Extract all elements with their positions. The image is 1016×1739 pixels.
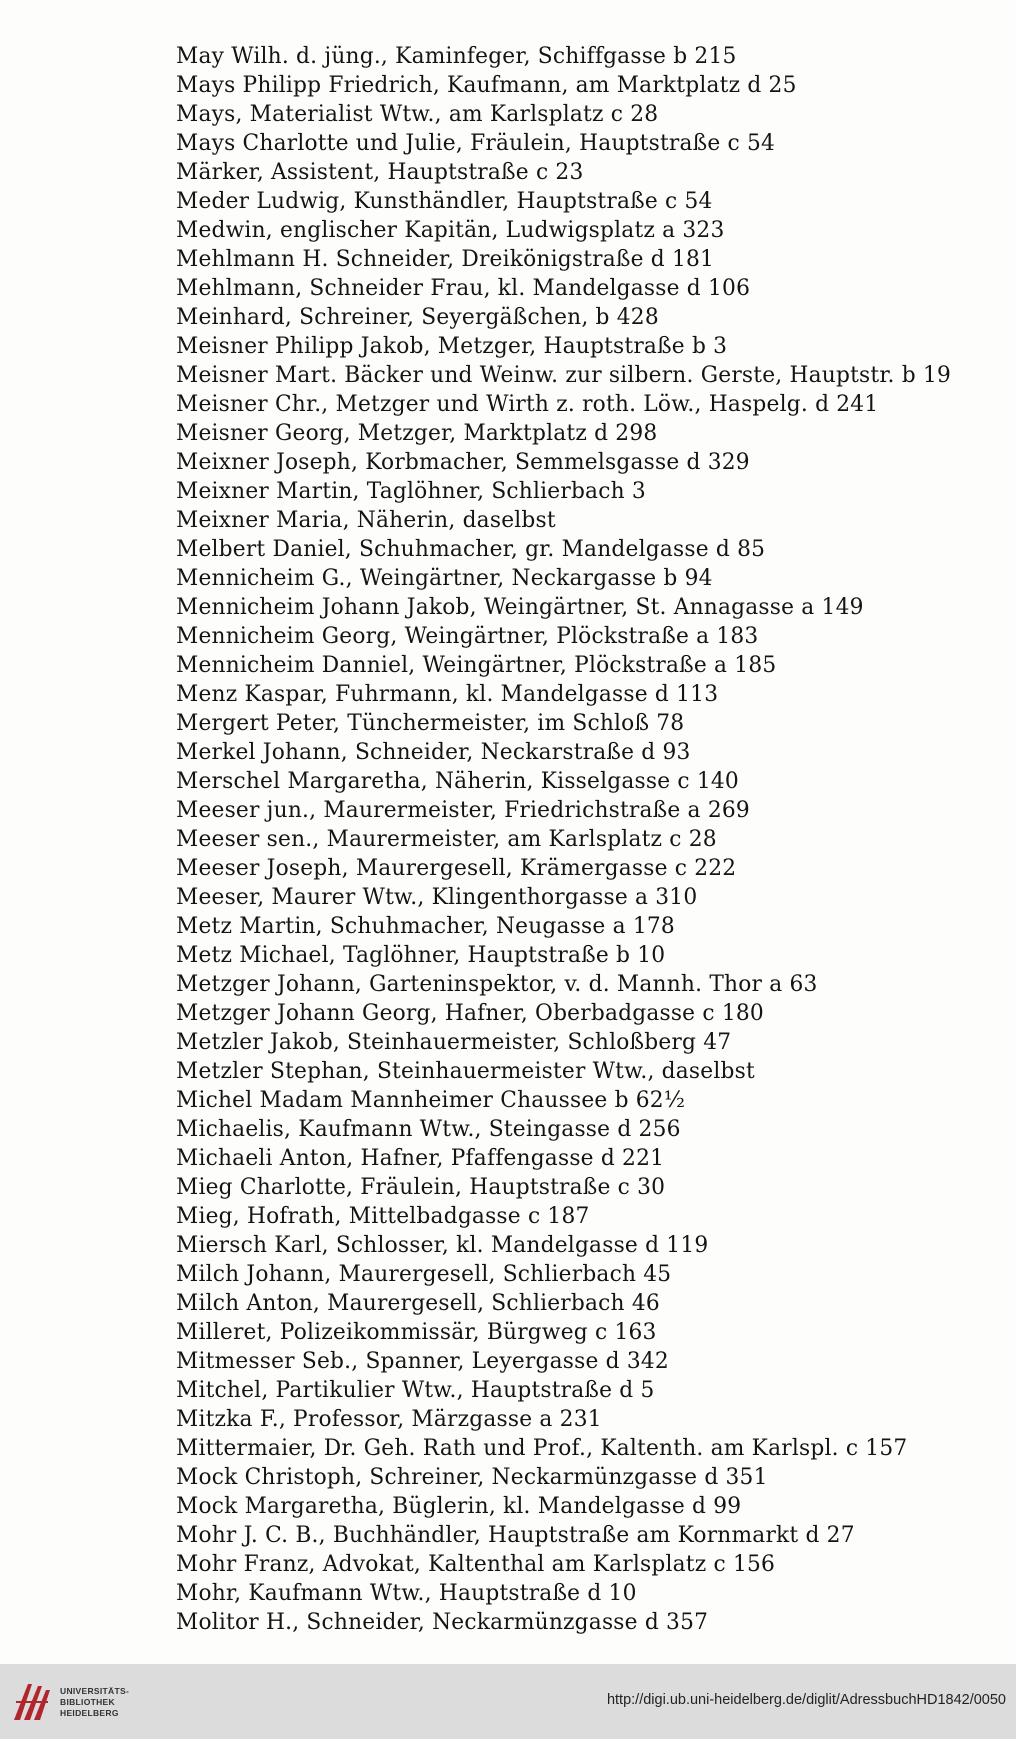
directory-entry: Meeser jun., Maurermeister, Friedrichstraße a 269: [176, 798, 750, 823]
directory-entry: Mays Charlotte und Julie, Fräulein, Hauptstraße c 54: [176, 131, 776, 156]
directory-entry: Mehlmann H. Schneider, Dreikönigstraße d 181: [176, 247, 715, 272]
directory-entry: Milleret, Polizeikommissär, Bürgweg c 163: [176, 1320, 657, 1345]
directory-entry: Mohr J. C. B., Buchhändler, Hauptstraße am Kornmarkt d 27: [176, 1523, 855, 1548]
directory-entry: Mehlmann, Schneider Frau, kl. Mandelgasse d 106: [176, 276, 751, 301]
directory-entry: Mennicheim Danniel, Weingärtner, Plöckstraße a 185: [176, 653, 777, 678]
library-name-line: UNIVERSITÄTS-: [60, 1686, 130, 1696]
directory-entry: Mennicheim Georg, Weingärtner, Plöckstraße a 183: [176, 624, 759, 649]
directory-entry: Mays, Materialist Wtw., am Karlsplatz c 28: [176, 102, 659, 127]
directory-entry: Mennicheim G., Weingärtner, Neckargasse b 94: [176, 566, 713, 591]
directory-entry: Metzler Jakob, Steinhauermeister, Schloßberg 47: [176, 1030, 732, 1055]
directory-entry: Mohr Franz, Advokat, Kaltenthal am Karlsplatz c 156: [176, 1552, 776, 1577]
directory-entry: Milch Anton, Maurergesell, Schlierbach 46: [176, 1291, 660, 1316]
directory-entry: Meixner Maria, Näherin, daselbst: [176, 508, 556, 533]
heidelberg-library-logo-icon: [10, 1680, 54, 1724]
directory-entry: Menz Kaspar, Fuhrmann, kl. Mandelgasse d 113: [176, 682, 719, 707]
directory-entry: Mohr, Kaufmann Wtw., Hauptstraße d 10: [176, 1581, 637, 1606]
directory-entry: Michaelis, Kaufmann Wtw., Steingasse d 256: [176, 1117, 681, 1142]
directory-entry: Meisner Philipp Jakob, Metzger, Hauptstraße b 3: [176, 334, 728, 359]
directory-entry: Michaeli Anton, Hafner, Pfaffengasse d 221: [176, 1146, 665, 1171]
directory-entry: Metzger Johann, Garteninspektor, v. d. Mannh. Thor a 63: [176, 972, 818, 997]
footer-bar: [0, 1664, 1016, 1739]
directory-entry: Meeser, Maurer Wtw., Klingenthorgasse a 310: [176, 885, 698, 910]
directory-entry: Mergert Peter, Tünchermeister, im Schloß 78: [176, 711, 685, 736]
directory-entry: Medwin, englischer Kapitän, Ludwigsplatz a 323: [176, 218, 725, 243]
library-name-line: BIBLIOTHEK: [60, 1697, 115, 1707]
directory-entry: Mitzka F., Professor, Märzgasse a 231: [176, 1407, 602, 1432]
directory-entry: Metz Michael, Taglöhner, Hauptstraße b 10: [176, 943, 666, 968]
directory-entry: Miersch Karl, Schlosser, kl. Mandelgasse d 119: [176, 1233, 709, 1258]
directory-entry: Meisner Georg, Metzger, Marktplatz d 298: [176, 421, 658, 446]
directory-entries: [176, 42, 1006, 1637]
directory-entry: Meeser Joseph, Maurergesell, Krämergasse c 222: [176, 856, 737, 881]
directory-entry: Meixner Martin, Taglöhner, Schlierbach 3: [176, 479, 646, 504]
directory-entry: Melbert Daniel, Schuhmacher, gr. Mandelgasse d 85: [176, 537, 766, 562]
directory-entry: Mittermaier, Dr. Geh. Rath und Prof., Kaltenth. am Karlspl. c 157: [176, 1436, 908, 1461]
directory-entry: Mitmesser Seb., Spanner, Leyergasse d 342: [176, 1349, 669, 1374]
directory-entry: Mieg Charlotte, Fräulein, Hauptstraße c 30: [176, 1175, 666, 1200]
directory-entry: Mock Christoph, Schreiner, Neckarmünzgasse d 351: [176, 1465, 768, 1490]
directory-entry: Mays Philipp Friedrich, Kaufmann, am Marktplatz d 25: [176, 73, 797, 98]
directory-entry: May Wilh. d. jüng., Kaminfeger, Schiffgasse b 215: [176, 44, 737, 69]
directory-entry: Mennicheim Johann Jakob, Weingärtner, St. Annagasse a 149: [176, 595, 864, 620]
directory-entry: Michel Madam Mannheimer Chaussee b 62½: [176, 1088, 686, 1113]
directory-entry: Meisner Chr., Metzger und Wirth z. roth. Löw., Haspelg. d 241: [176, 392, 879, 417]
directory-entry: Meixner Joseph, Korbmacher, Semmelsgasse d 329: [176, 450, 750, 475]
directory-entry: Mitchel, Partikulier Wtw., Hauptstraße d 5: [176, 1378, 655, 1403]
directory-entry: Meder Ludwig, Kunsthändler, Hauptstraße c 54: [176, 189, 713, 214]
directory-entry: Meisner Mart. Bäcker und Weinw. zur silbern. Gerste, Hauptstr. b 19: [176, 363, 952, 388]
directory-entry: Merschel Margaretha, Näherin, Kisselgasse c 140: [176, 769, 739, 794]
directory-entry: Merkel Johann, Schneider, Neckarstraße d 93: [176, 740, 691, 765]
directory-entry: Metzler Stephan, Steinhauermeister Wtw., daselbst: [176, 1059, 755, 1084]
directory-entry: Metzger Johann Georg, Hafner, Oberbadgasse c 180: [176, 1001, 764, 1026]
directory-entry: Meinhard, Schreiner, Seyergäßchen, b 428: [176, 305, 659, 330]
library-name: [60, 1686, 129, 1719]
library-name-line: HEIDELBERG: [60, 1708, 119, 1718]
directory-entry: Märker, Assistent, Hauptstraße c 23: [176, 160, 584, 185]
directory-entry: Mock Margaretha, Büglerin, kl. Mandelgasse d 99: [176, 1494, 742, 1519]
directory-entry: Milch Johann, Maurergesell, Schlierbach 45: [176, 1262, 672, 1287]
directory-entry: Mieg, Hofrath, Mittelbadgasse c 187: [176, 1204, 590, 1229]
source-url[interactable]: http://digi.ub.uni-heidelberg.de/diglit/AdressbuchHD1842/0050: [606, 1692, 1006, 1708]
directory-entry: Metz Martin, Schuhmacher, Neugasse a 178: [176, 914, 675, 939]
directory-entry: Meeser sen., Maurermeister, am Karlsplatz c 28: [176, 827, 717, 852]
directory-entry: Molitor H., Schneider, Neckarmünzgasse d 357: [176, 1610, 709, 1635]
